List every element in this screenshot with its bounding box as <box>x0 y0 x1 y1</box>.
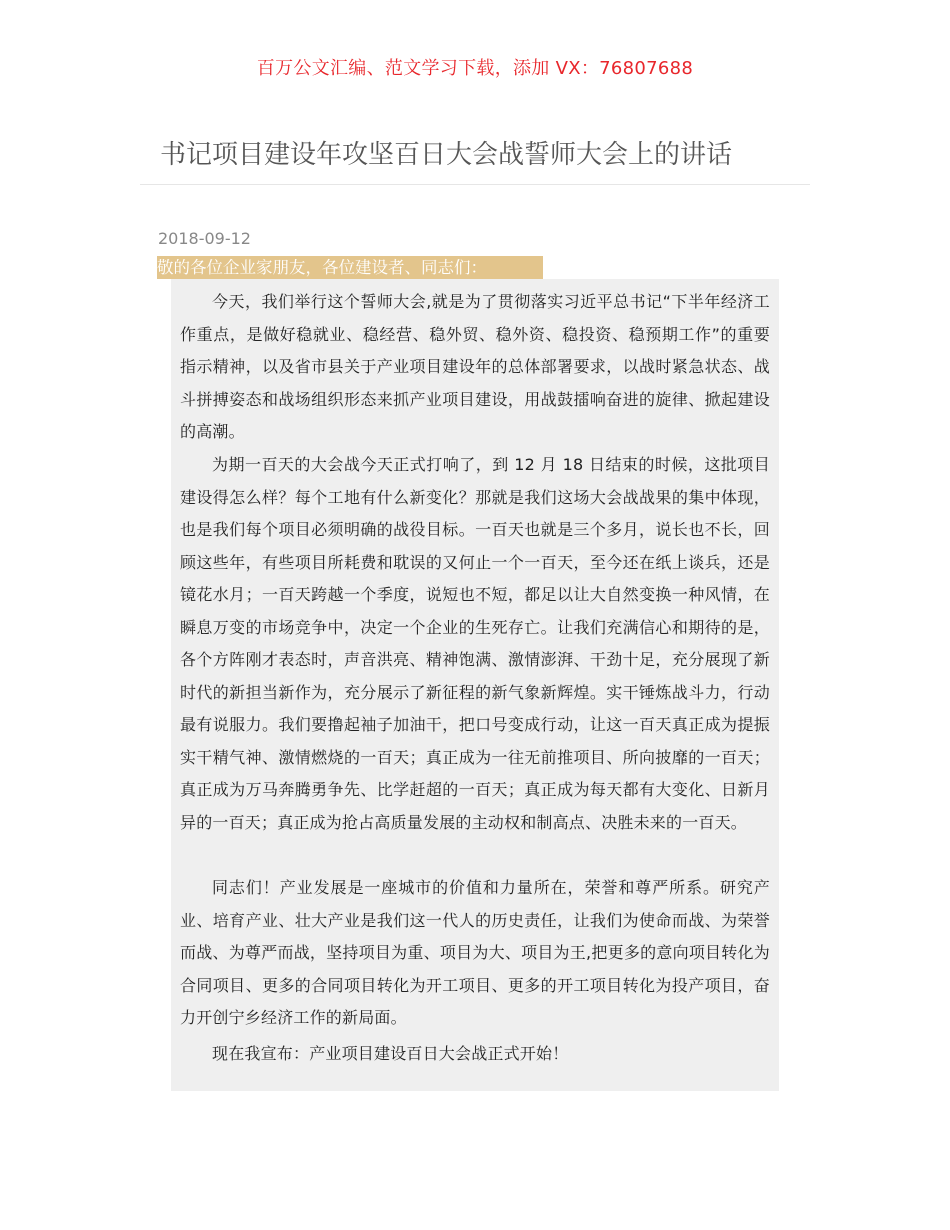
promo-banner: 百万公文汇编、范文学习下载，添加 VX：76807688 <box>256 58 694 79</box>
article-paragraph-4: 现在我宣布：产业项目建设百日大会战正式开始！ <box>212 1044 569 1063</box>
article-title: 书记项目建设年攻坚百日大会战誓师大会上的讲话 <box>160 140 733 170</box>
article-date: 2018-09-12 <box>158 229 251 248</box>
title-divider <box>140 184 810 185</box>
article-paragraph-2: 为期一百天的大会战今天正式打响了，到 12 月 18 日结束的时候，这批项目建设得怎么样？每个工地有什么新变化？那就是我们这场大会战战果的集中体现，也是我们每个项目必须明确的战役目标。一百天也就是三个多月，说长也不长，回顾这些年，有些项目所耗费和耽误的又何止一个一百天，至今还在纸上谈兵，还是镜花水月；一百天跨越一个季度，说短也不短，都足以让大自然变换一种风情，在瞬息万变的市场竞争中，决定一个企业的生死存亡。让我们充满信心和期待的是，各个方阵刚才表态时，声音洪亮、精神饱满、激情澎湃、干劲十足，充分展现了新时代的新担当新作为，充分展示了新征程的新气象新辉煌。实干锤炼战斗力，行动最有说服力。我们要撸起袖子加油干，把口号变成行动，让这一百天真正成为提振实干精气神、激情燃烧的一百天；真正成为一往无前推项目、所向披靡的一百天；真正成为万马奔腾勇争先、比学赶超的一百天；真正成为每天都有大变化、日新月异的一百天；真正成为抢占高质量发展的主动权和制高点、决胜未来的一百天。 <box>180 455 770 832</box>
greeting-line: 敬的各位企业家朋友，各位建设者、同志们： <box>157 256 543 279</box>
article-paragraph-1: 今天，我们举行这个誓师大会,就是为了贯彻落实习近平总书记“下半年经济工作重点，是做好稳就业、稳经营、稳外贸、稳外资、稳投资、稳预期工作”的重要指示精神，以及省市县关于产业项目建设年的总体部署要求，以战时紧急状态、战斗拼搏姿态和战场组织形态来抓产业项目建设，用战鼓擂响奋进的旋律、掀起建设的高潮。 <box>180 292 770 441</box>
article-paragraph-3: 同志们！产业发展是一座城市的价值和力量所在，荣誉和尊严所系。研究产业、培育产业、壮大产业是我们这一代人的历史责任，让我们为使命而战、为荣誉而战、为尊严而战，坚持项目为重、项目为大、项目为王,把更多的意向项目转化为合同项目、更多的合同项目转化为开工项目、更多的开工项目转化为投产项目，奋力开创宁乡经济工作的新局面。 <box>180 878 770 1027</box>
